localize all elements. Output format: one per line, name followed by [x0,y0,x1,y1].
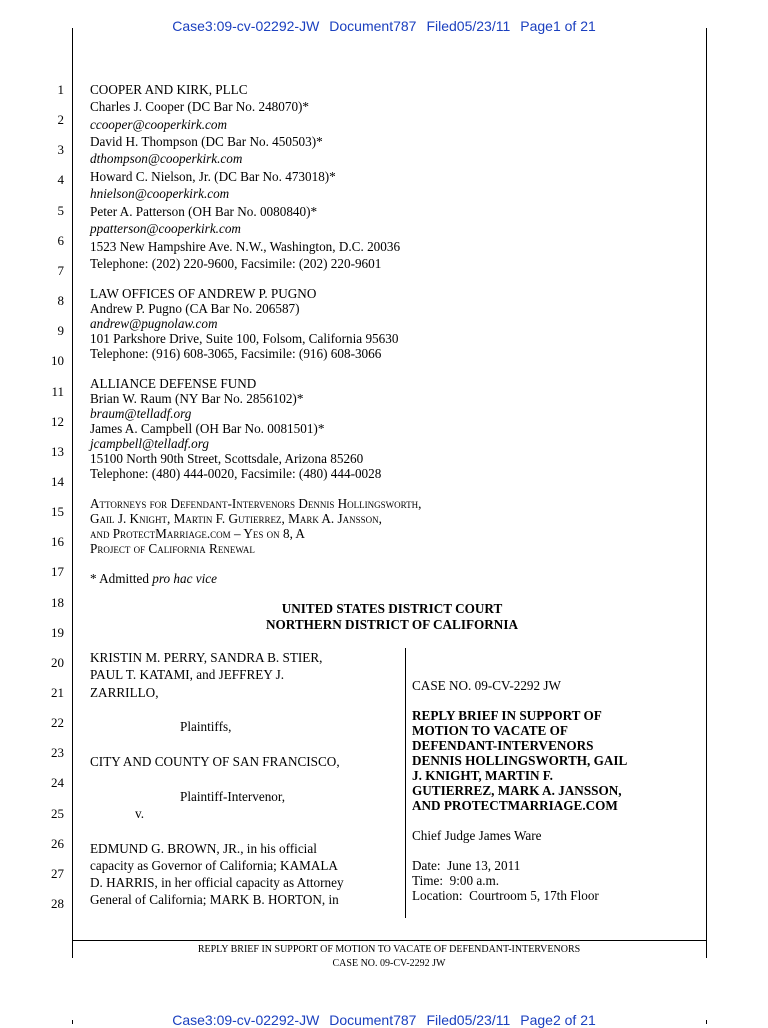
line-number: 4 [57,172,64,187]
attorney-name: David H. Thompson (DC Bar No. 450503)* [90,134,323,149]
right-margin-line [706,28,707,958]
document-title: MOTION TO VACATE OF [412,723,568,738]
attorneys-for-line: Project of California Renewal [90,541,255,556]
firm-name: ALLIANCE DEFENSE FUND [90,376,257,391]
line-number: 9 [57,323,64,338]
firm-address: 101 Parkshore Drive, Suite 100, Folsom, California 95630 [90,331,399,346]
document-title: AND PROTECTMARRIAGE.COM [412,798,618,813]
court-name: UNITED STATES DISTRICT COURT [281,601,503,616]
footer-case-number: CASE NO. 09-CV-2292 JW [332,958,446,969]
attorney-email: hnielson@cooperkirk.com [90,186,230,201]
firm-phone: Telephone: (202) 220-9600, Facsimile: (202) 220-9601 [90,256,382,271]
judge: Chief Judge James Ware [412,828,542,843]
attorney-email: ppatterson@cooperkirk.com [90,221,241,236]
right-margin-line-next [706,1020,707,1024]
line-number: 27 [51,866,64,881]
attorney-name: James A. Campbell (OH Bar No. 0081501)* [90,421,325,436]
left-margin-line-next [72,1020,73,1024]
defendants-names: D. HARRIS, in her official capacity as Attorney [90,875,344,890]
admitted-pro-hac-vice: pro hac vice [152,571,217,586]
attorneys-for-line: Attorneys for Defendant-Intervenors Dennis Hollingsworth, [90,496,422,511]
firm-name: LAW OFFICES OF ANDREW P. PUGNO [90,286,317,301]
footer-title: REPLY BRIEF IN SUPPORT OF MOTION TO VACATE OF DEFENDANT-INTERVENORS [197,944,581,955]
hearing-date: Date: June 13, 2011 [412,858,521,873]
line-number: 3 [57,142,64,157]
attorney-name: Andrew P. Pugno (CA Bar No. 206587) [90,301,300,316]
plaintiff-intervenor-label: Plaintiff-Intervenor, [180,789,286,804]
header-filed: Filed05/23/11 [426,18,511,34]
defendants-names: General of California; MARK B. HORTON, in [90,892,339,907]
line-number: 6 [57,233,64,248]
line-number: 26 [51,836,64,851]
header-page: Page2 of 21 [520,1012,596,1028]
attorneys-for-line: Gail J. Knight, Martin F. Gutierrez, Mark A. Jansson, [90,511,382,526]
attorney-name: Howard C. Nielson, Jr. (DC Bar No. 473018)* [90,169,336,184]
document-title: DEFENDANT-INTERVENORS [412,738,594,753]
firm-phone: Telephone: (480) 444-0020, Facsimile: (480) 444-0028 [90,466,382,481]
line-number: 15 [51,504,64,519]
court-district: NORTHERN DISTRICT OF CALIFORNIA [266,617,518,632]
line-number: 23 [51,745,64,760]
firm-address: 1523 New Hampshire Ave. N.W., Washington, D.C. 20036 [90,239,401,254]
attorney-email: jcampbell@telladf.org [90,436,209,451]
line-number: 8 [57,293,64,308]
line-number: 20 [51,655,64,670]
caption-divider [405,648,406,918]
admitted-note [90,571,217,586]
line-number: 21 [51,685,64,700]
attorney-email: braum@telladf.org [90,406,192,421]
firm-address: 15100 North 90th Street, Scottsdale, Arizona 85260 [90,451,364,466]
attorneys-for-line: and ProtectMarriage.com – Yes on 8, A [90,526,305,541]
attorney-name: Peter A. Patterson (OH Bar No. 0080840)* [90,204,318,219]
header-filed: Filed05/23/11 [426,1012,511,1028]
firm-phone: Telephone: (916) 608-3065, Facsimile: (916) 608-3066 [90,346,382,361]
plaintiff-intervenor: CITY AND COUNTY OF SAN FRANCISCO, [90,754,340,769]
plaintiffs-names: PAUL T. KATAMI, and JEFFREY J. [90,667,285,682]
plaintiffs-names: KRISTIN M. PERRY, SANDRA B. STIER, [90,650,323,665]
line-number: 18 [51,595,64,610]
line-number: 7 [57,263,64,278]
footer-rule [72,940,706,941]
versus: v. [135,806,145,821]
header-document: Document787 [329,1012,417,1028]
line-number: 10 [51,353,64,368]
case-number: CASE NO. 09-CV-2292 JW [412,678,561,693]
line-number: 14 [51,474,64,489]
line-number: 19 [51,625,64,640]
ecf-header [0,18,768,34]
plaintiffs-label: Plaintiffs, [180,719,232,734]
defendants-names: capacity as Governor of California; KAMALA [90,858,338,873]
document-title: DENNIS HOLLINGSWORTH, GAIL [412,753,628,768]
document-title: REPLY BRIEF IN SUPPORT OF [412,708,602,723]
document-title: GUTIERREZ, MARK A. JANSSON, [412,783,622,798]
hearing-time: Time: 9:00 a.m. [412,873,500,888]
line-number: 25 [51,806,64,821]
attorney-name: Charles J. Cooper (DC Bar No. 248070)* [90,99,310,114]
attorney-email: ccooper@cooperkirk.com [90,117,227,132]
header-case: Case3:09-cv-02292-JW [172,18,320,34]
line-number: 17 [51,564,64,579]
header-case: Case3:09-cv-02292-JW [172,1012,320,1028]
attorney-name: Brian W. Raum (NY Bar No. 2856102)* [90,391,304,406]
line-number: 24 [51,775,64,790]
line-number: 28 [51,896,64,911]
line-number: 11 [51,384,64,399]
line-number: 12 [51,414,64,429]
line-number: 1 [57,82,64,97]
header-page: Page1 of 21 [520,18,596,34]
admitted-prefix: * Admitted [90,571,153,586]
ecf-header-next-page [0,1012,768,1028]
plaintiffs-names: ZARRILLO, [90,685,159,700]
hearing-location: Location: Courtroom 5, 17th Floor [412,888,599,903]
line-number: 13 [51,444,64,459]
attorney-email: dthompson@cooperkirk.com [90,151,243,166]
line-number: 5 [57,203,64,218]
line-number: 16 [51,534,64,549]
left-margin-line [72,28,73,958]
header-document: Document787 [329,18,417,34]
defendants-names: EDMUND G. BROWN, JR., in his official [90,841,317,856]
attorney-email: andrew@pugnolaw.com [90,316,218,331]
document-title: J. KNIGHT, MARTIN F. [412,768,553,783]
firm-name: COOPER AND KIRK, PLLC [90,82,248,97]
line-number: 22 [51,715,64,730]
line-number: 2 [57,112,64,127]
